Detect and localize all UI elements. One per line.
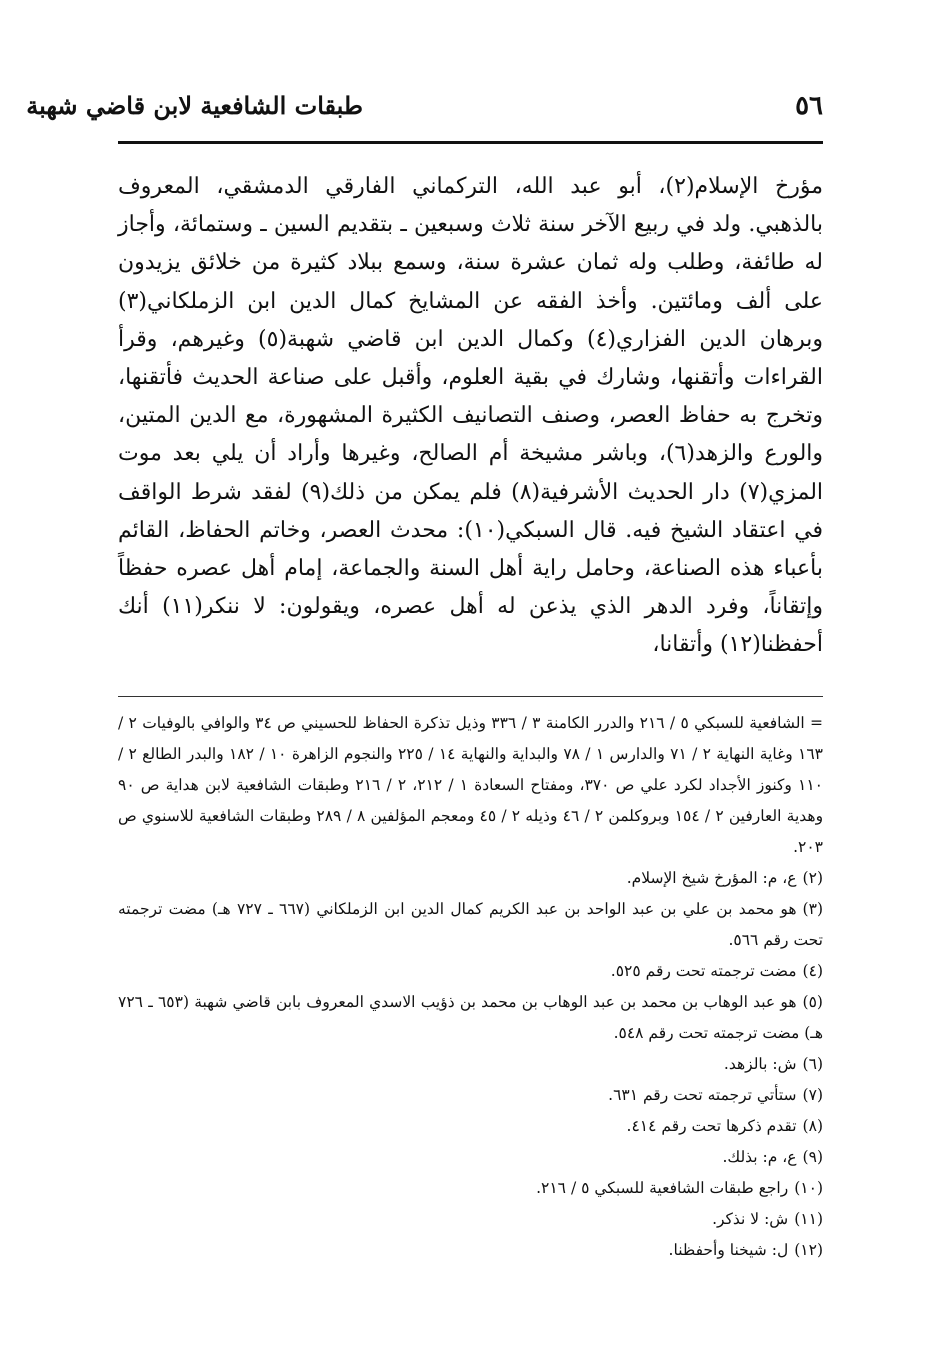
footnote-divider bbox=[118, 696, 823, 697]
footnote-text: ع، م: المؤرخ شيخ الإسلام. bbox=[626, 869, 797, 887]
footnote-text: ع، م: بذلك. bbox=[722, 1148, 797, 1166]
footnote-number: (٩) bbox=[802, 1148, 823, 1166]
footnote bbox=[118, 1173, 823, 1204]
footnote-text: هو محمد بن علي بن عبد الواحد بن عبد الكريم كمال الدين ابن الزملكاني (٦٦٧ ـ ٧٢٧ هـ) مضت ترجمته تحت رقم ٥٦٦. bbox=[118, 900, 823, 949]
footnote-number: (٦) bbox=[802, 1055, 823, 1073]
footnote bbox=[118, 1080, 823, 1111]
footnote-list bbox=[118, 863, 823, 1266]
footnote bbox=[118, 1235, 823, 1266]
footnote-number: (٥) bbox=[802, 993, 823, 1011]
footnote bbox=[118, 1204, 823, 1235]
footnote-continuation: = الشافعية للسبكي ٥ / ٢١٦ والدرر الكامنة ٣ / ٣٣٦ وذيل تذكرة الحفاظ للحسيني ص ٣٤ والوافي بالوفيات ٢ / ١٦٣ وغاية النهاية ٢ / ٧١ والدارس ١ / ٧٨ والبداية والنهاية ١٤ / ٢٢٥ والنجوم الزاهرة ١٠ / ١٨٢ والبدر الطالع ٢ / ١١٠ وكنوز الأجداد لكرد علي ص ٣٧٠، ومفتاح السعادة ١ / ٢١٢، ٢ / ٢١٦ وطبقات الشافعية لابن هداية ص ٩٠ وهدية العارفين ٢ / ١٥٤ وبروكلمن ٢ / ٤٦ وذيله ٢ / ٤٥ ومعجم المؤلفين ٨ / ٢٨٩ وطبقات الشافعية للاسنوي ص ٢٠٣. bbox=[118, 714, 824, 856]
footnote-number: (٧) bbox=[802, 1086, 823, 1104]
footnote-text: ش: لا نذكر. bbox=[712, 1210, 789, 1228]
footnote-text: مضت ترجمته تحت رقم ٥٢٥. bbox=[610, 962, 797, 980]
footnote bbox=[118, 1142, 823, 1173]
footnote-number: (١١) bbox=[794, 1210, 823, 1228]
header-divider bbox=[118, 141, 823, 144]
page-header bbox=[26, 86, 823, 126]
footnote bbox=[118, 863, 823, 894]
footnote-number: (٢) bbox=[802, 869, 823, 887]
footnote-number: (٤) bbox=[802, 962, 823, 980]
main-paragraph: مؤرخ الإسلام(٢)، أبو عبد الله، التركماني الفارقي الدمشقي، المعروف بالذهبي. ولد في ربيع الآخر سنة ثلاث وسبعين ـ بتقديم السين ـ وستمائة، وأجاز له طائفة، وطلب وله ثمان عشرة سنة، وسمع ببلاد كثيرة من خلائق يزيدون على ألف ومائتين. وأخذ الفقه عن المشايخ كمال الدين ابن الزملكاني(٣) وبرهان الدين الفزاري(٤) وكمال الدين ابن قاضي شهبة(٥) وغيرهم، وقرأ القراءات وأتقنها، وشارك في بقية العلوم، وأقبل على صناعة الحديث فأتقنها، وتخرج به حفاظ العصر، وصنف التصانيف الكثيرة المشهورة، مع الدين المتين، والورع والزهد(٦)، وباشر مشيخة أم الصالح، وغيرها وأراد أن يلي بعد موت المزي(٧) دار الحديث الأشرفية(٨) فلم يمكن من ذلك(٩) لفقد شرط الواقف في اعتقاد الشيخ فيه. قال السبكي(١٠): محدث العصر، وخاتم الحفاظ، القائم بأعباء هذه الصناعة، وحامل راية أهل السنة والجماعة، إمام أهل عصره حفظاً وإتقاناً، وفرد الدهر الذي يذعن له أهل عصره، ويقولون: لا ننكر(١١) أنك أحفظنا(١٢) وأتقانا، bbox=[118, 174, 824, 658]
main-text bbox=[118, 168, 823, 665]
footnotes bbox=[118, 708, 823, 1266]
footnote-text: ستأتي ترجمته تحت رقم ٦٣١. bbox=[608, 1086, 797, 1104]
footnote-number: (١٠) bbox=[794, 1179, 823, 1197]
footnote-text: ش: بالزهد. bbox=[723, 1055, 797, 1073]
footnote-text: هو عبد الوهاب بن محمد بن عبد الوهاب بن محمد بن ذؤيب الاسدي المعروف بابن قاضي شهبة (٦٥٣ ـ ٧٢٦ هـ) مضت ترجمته تحت رقم ٥٤٨. bbox=[118, 993, 823, 1042]
running-title: طبقات الشافعية لابن قاضي شهبة bbox=[26, 91, 363, 120]
footnote bbox=[118, 1111, 823, 1142]
footnote-text: ل: شيخنا وأحفظنا. bbox=[668, 1241, 789, 1259]
footnote bbox=[118, 894, 823, 956]
page-number: ٥٦ bbox=[795, 91, 823, 121]
footnote bbox=[118, 1049, 823, 1080]
footnote bbox=[118, 956, 823, 987]
footnote-text: راجع طبقات الشافعية للسبكي ٥ / ٢١٦. bbox=[536, 1179, 789, 1197]
footnote-text: تقدم ذكرها تحت رقم ٤١٤. bbox=[626, 1117, 797, 1135]
footnote-number: (٣) bbox=[802, 900, 823, 918]
footnote bbox=[118, 987, 823, 1049]
footnote-number: (٨) bbox=[802, 1117, 823, 1135]
footnote-number: (١٢) bbox=[794, 1241, 823, 1259]
